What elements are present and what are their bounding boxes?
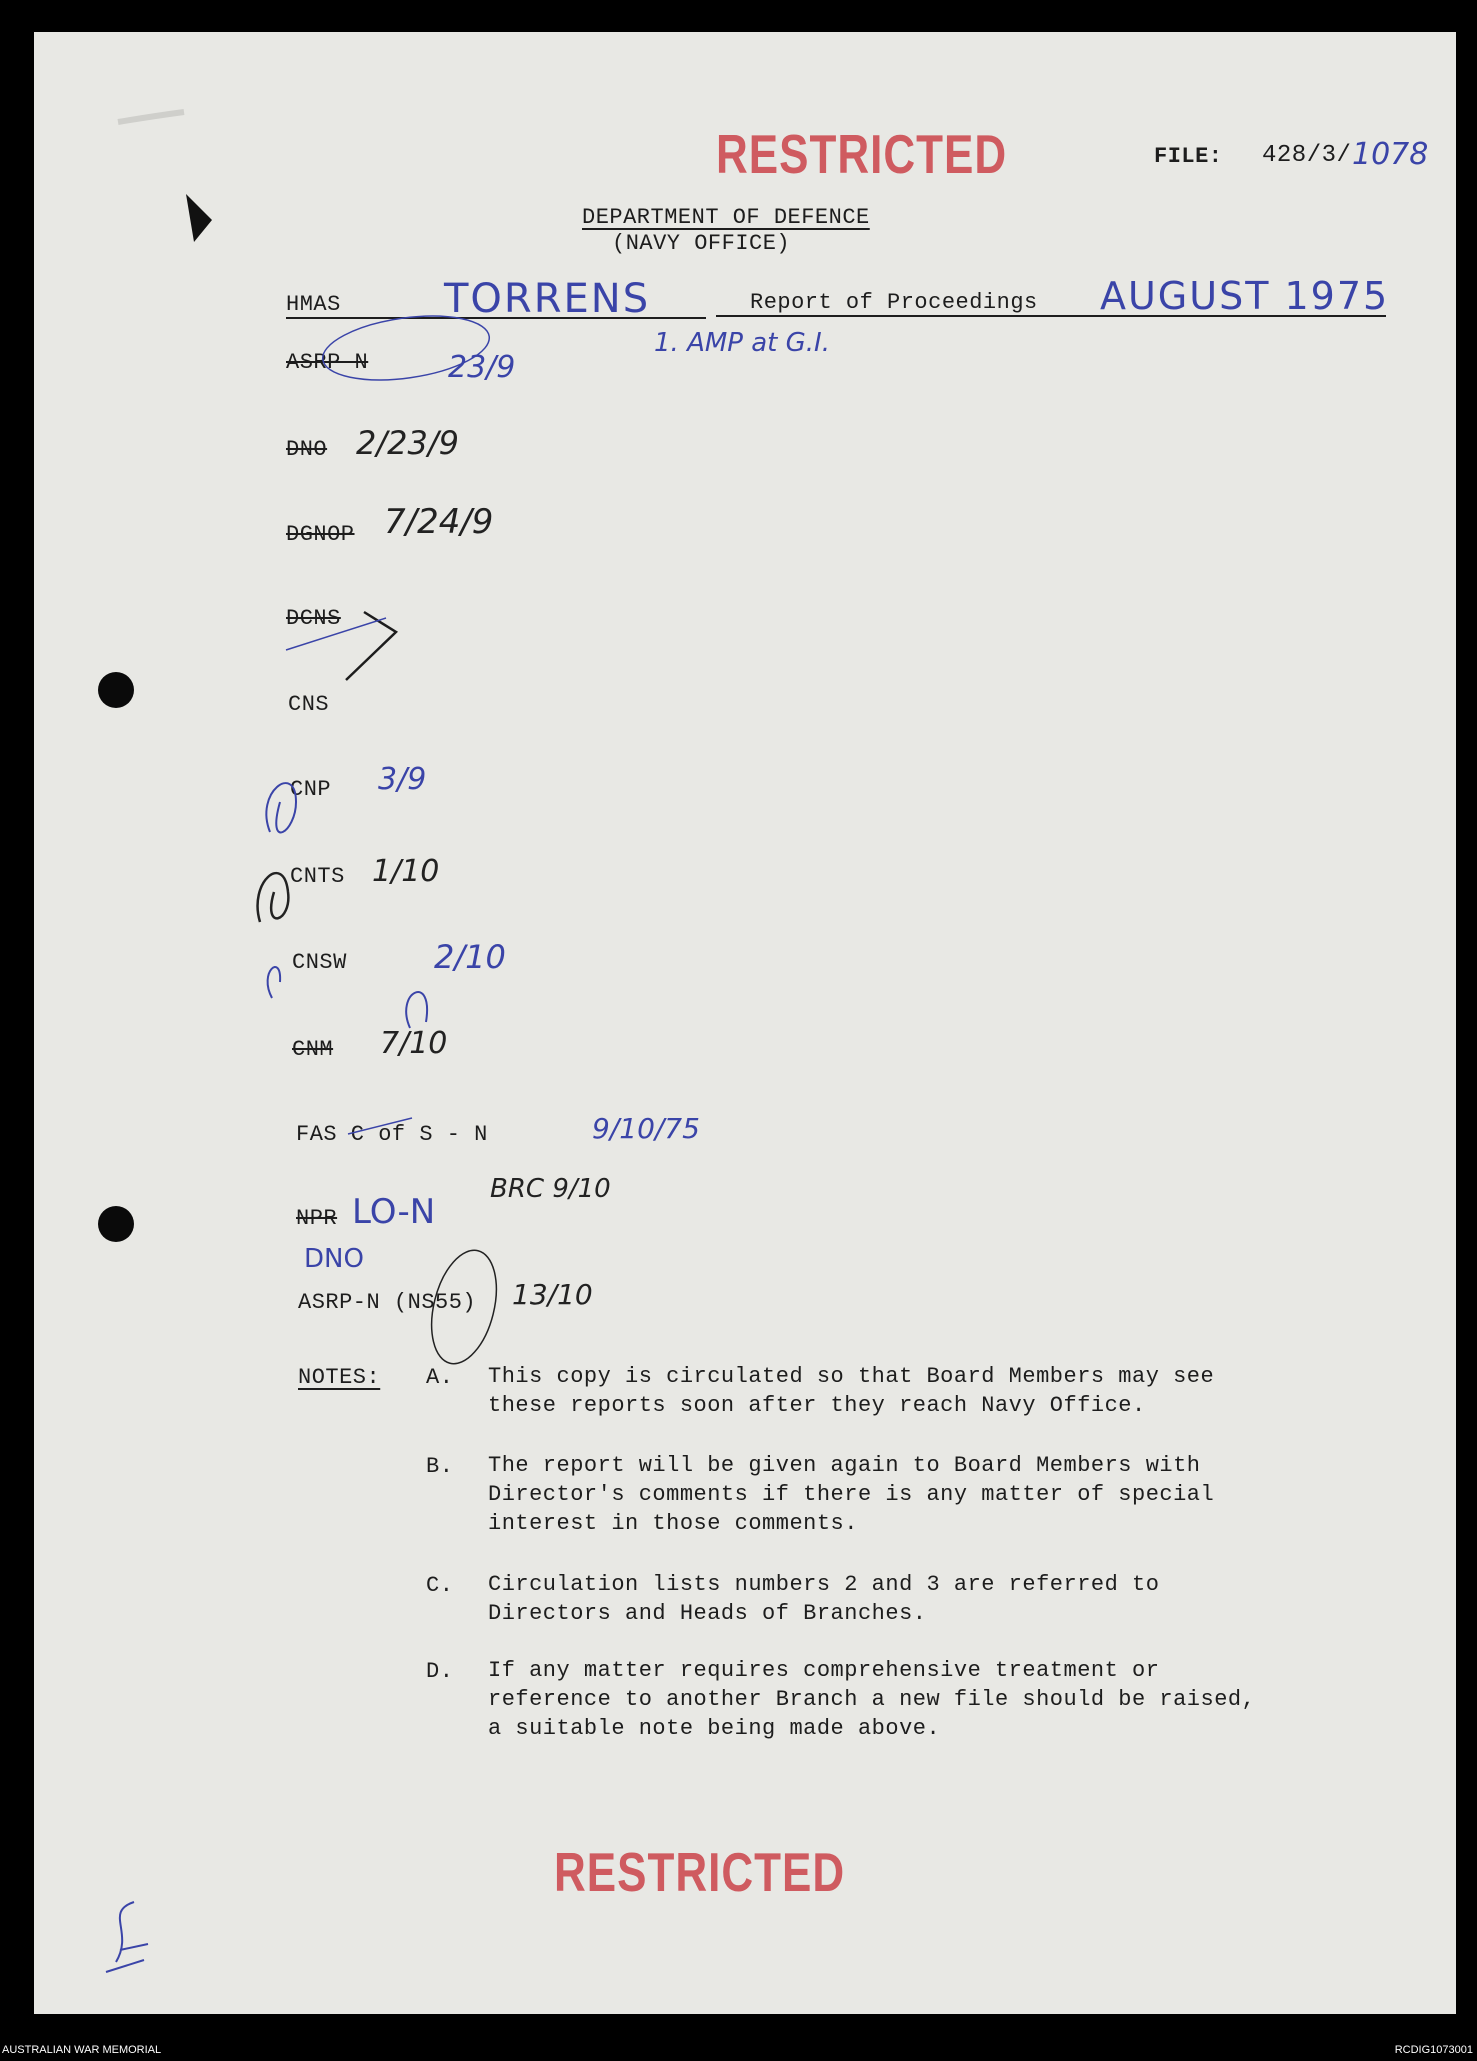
report-period: AUGUST 1975	[1100, 274, 1390, 318]
footer-id: RCDIG1073001	[1394, 2044, 1473, 2056]
handwritten-note: 1. AMP at G.I.	[654, 328, 830, 358]
punch-hole-top	[98, 672, 134, 708]
circulation-office: FAS C of S - N	[296, 1122, 488, 1147]
circulation-annotation: BRC 9/10	[490, 1174, 611, 1204]
note-letter: B.	[426, 1454, 454, 1479]
file-label: FILE:	[1154, 144, 1223, 169]
handwritten-lo-n: LO-N	[352, 1192, 436, 1232]
note-line: a suitable note being made above.	[488, 1716, 941, 1741]
circulation-office: CNTS	[290, 864, 345, 889]
ship-name: TORRENS	[444, 276, 651, 322]
department-heading: DEPARTMENT OF DEFENCE	[582, 205, 870, 230]
report-label: Report of Proceedings	[750, 290, 1038, 315]
circulation-annotation: 2/10	[434, 938, 506, 976]
restricted-stamp-top: RESTRICTED	[716, 124, 1008, 186]
file-number-handwritten: 1078	[1352, 137, 1429, 172]
notes-heading: NOTES:	[298, 1365, 381, 1390]
circulation-annotation: 1/10	[372, 854, 440, 889]
handwriting-marks	[34, 32, 1456, 2014]
note-line: reference to another Branch a new file should be raised,	[488, 1687, 1256, 1712]
circulation-annotation: 9/10/75	[592, 1112, 700, 1145]
circulation-office: CNSW	[292, 950, 347, 975]
file-number: 428/3/	[1262, 142, 1352, 169]
initials-scribble	[258, 873, 289, 922]
note-line: If any matter requires comprehensive treatment or	[488, 1658, 1160, 1683]
hmas-label: HMAS	[286, 292, 341, 317]
note-line: these reports soon after they reach Navy Office.	[488, 1393, 1146, 1418]
circle-mark	[319, 307, 494, 390]
circulation-office: ASRP-N	[286, 350, 369, 375]
circulation-annotation: 2/23/9	[356, 424, 459, 462]
document-page	[34, 32, 1456, 2014]
circulation-office: CNM	[292, 1037, 334, 1062]
initials-scribble	[268, 967, 281, 998]
circulation-annotation: 13/10	[512, 1278, 593, 1311]
note-line: The report will be given again to Board Members with	[488, 1453, 1201, 1478]
office-subheading: (NAVY OFFICE)	[612, 231, 791, 256]
circulation-office: CNP	[290, 777, 332, 802]
circulation-office: ASRP-N (NS55)	[298, 1290, 477, 1315]
circulation-office: DGNOP	[286, 522, 355, 547]
note-letter: D.	[426, 1659, 454, 1684]
note-letter: C.	[426, 1573, 454, 1598]
circulation-office: DNO	[286, 437, 328, 462]
initials-scribble	[266, 783, 296, 832]
note-line: Directors and Heads of Branches.	[488, 1601, 927, 1626]
circulation-annotation: 23/9	[448, 350, 516, 385]
initials-scribble	[406, 992, 427, 1028]
handwritten-dno: DNO	[304, 1244, 364, 1274]
circulation-annotation: 7/10	[380, 1026, 448, 1061]
note-letter: A.	[426, 1365, 454, 1390]
circulation-office: NPR	[296, 1206, 338, 1231]
circle-mark	[421, 1243, 507, 1370]
punch-hole-bottom	[98, 1206, 134, 1242]
note-line: Circulation lists numbers 2 and 3 are referred to	[488, 1572, 1160, 1597]
restricted-stamp-bottom: RESTRICTED	[554, 1842, 846, 1904]
note-line: Director's comments if there is any matter of special	[488, 1482, 1215, 1507]
circulation-annotation: 7/24/9	[384, 502, 494, 542]
tick-mark	[286, 618, 386, 650]
note-line: This copy is circulated so that Board Members may see	[488, 1364, 1215, 1389]
footer-source: AUSTRALIAN WAR MEMORIAL	[2, 2044, 162, 2056]
paper-tear-mark	[186, 194, 212, 242]
circulation-office: DCNS	[286, 606, 341, 631]
paper-crease	[118, 112, 184, 122]
note-line: interest in those comments.	[488, 1511, 858, 1536]
strike-mark	[348, 1118, 412, 1134]
corner-scribble	[106, 1902, 148, 1972]
circulation-annotation: 3/9	[378, 762, 427, 797]
circulation-office: CNS	[288, 692, 330, 717]
